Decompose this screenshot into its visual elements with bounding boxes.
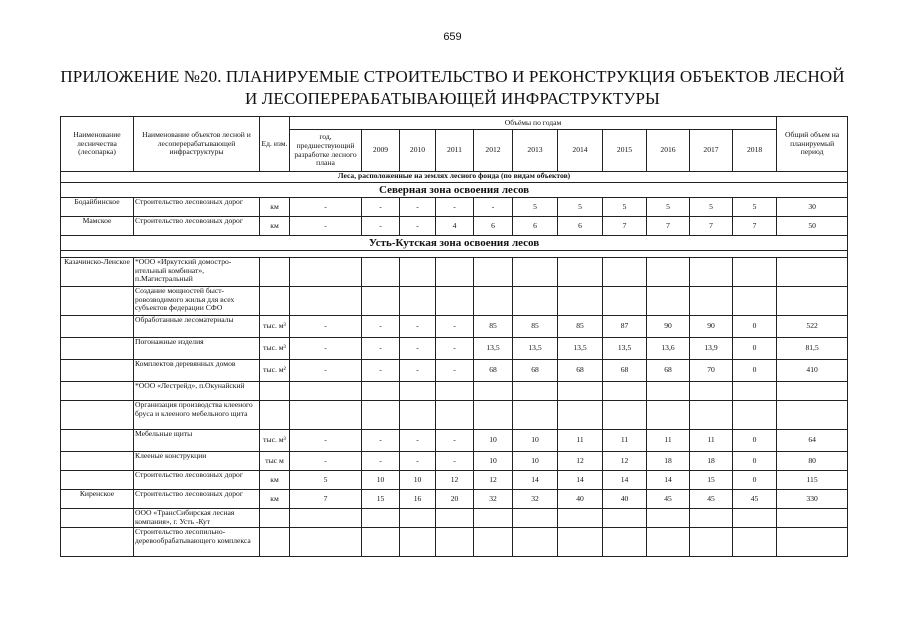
- table-row: [61, 471, 848, 490]
- forestry-cell: [61, 382, 134, 401]
- header-year: 2009: [362, 130, 400, 172]
- header-unit: Ед. изм.: [260, 117, 290, 172]
- forestry-cell: Бодайбинское: [61, 198, 134, 217]
- header-prev-year: год, предшествующий разработке лесного плана: [290, 130, 362, 172]
- value-cell: 13,5: [513, 338, 558, 360]
- total-cell: 80: [777, 452, 848, 471]
- value-cell: -: [400, 338, 436, 360]
- value-cell: -: [400, 452, 436, 471]
- value-cell: 0: [733, 316, 777, 338]
- value-cell: 10: [474, 452, 513, 471]
- value-cell: [474, 382, 513, 401]
- total-cell: 30: [777, 198, 848, 217]
- value-cell: -: [400, 217, 436, 236]
- value-cell: [513, 382, 558, 401]
- zone-title: Усть-Кутская зона освоения лесов: [61, 236, 848, 251]
- value-cell: 18: [690, 452, 733, 471]
- table-row: [61, 528, 848, 557]
- unit-cell: тыс. м²: [260, 360, 290, 382]
- value-cell: 11: [603, 430, 647, 452]
- value-cell: [362, 258, 400, 287]
- infrastructure-table: [60, 116, 848, 557]
- value-cell: 6: [558, 217, 603, 236]
- value-cell: 85: [513, 316, 558, 338]
- value-cell: 14: [603, 471, 647, 490]
- object-cell: Мебельные щиты: [134, 430, 260, 452]
- value-cell: 90: [690, 316, 733, 338]
- object-cell: Создание мощностей быст-ровозводимого жилья для всех субъектов федерации СФО: [134, 287, 260, 316]
- value-cell: -: [400, 316, 436, 338]
- header-year: 2014: [558, 130, 603, 172]
- value-cell: 5: [603, 198, 647, 217]
- header-year: 2010: [400, 130, 436, 172]
- table-row: [61, 509, 848, 528]
- value-cell: [362, 382, 400, 401]
- value-cell: [513, 509, 558, 528]
- object-cell: Строительство лесовозных дорог: [134, 471, 260, 490]
- value-cell: [290, 528, 362, 557]
- unit-cell: тыс. м³: [260, 316, 290, 338]
- value-cell: -: [362, 316, 400, 338]
- value-cell: 4: [436, 217, 474, 236]
- total-cell: [777, 509, 848, 528]
- header-year: 2011: [436, 130, 474, 172]
- table-row: [61, 382, 848, 401]
- value-cell: [690, 509, 733, 528]
- total-cell: 522: [777, 316, 848, 338]
- value-cell: -: [436, 338, 474, 360]
- value-cell: 13,5: [558, 338, 603, 360]
- value-cell: 10: [474, 430, 513, 452]
- value-cell: 70: [690, 360, 733, 382]
- value-cell: [513, 528, 558, 557]
- table-row: [61, 287, 848, 316]
- value-cell: -: [290, 316, 362, 338]
- page-number: 659: [443, 31, 462, 43]
- header-year: 2016: [647, 130, 690, 172]
- unit-cell: [260, 509, 290, 528]
- value-cell: 40: [603, 490, 647, 509]
- value-cell: -: [436, 360, 474, 382]
- value-cell: 32: [513, 490, 558, 509]
- value-cell: [733, 509, 777, 528]
- total-cell: [777, 258, 848, 287]
- value-cell: [647, 287, 690, 316]
- value-cell: -: [290, 452, 362, 471]
- unit-cell: тыс. м³: [260, 338, 290, 360]
- table-row: [61, 490, 848, 509]
- value-cell: [513, 287, 558, 316]
- value-cell: 12: [474, 471, 513, 490]
- value-cell: 68: [558, 360, 603, 382]
- value-cell: [290, 509, 362, 528]
- unit-cell: [260, 287, 290, 316]
- value-cell: 11: [558, 430, 603, 452]
- header-year: 2012: [474, 130, 513, 172]
- value-cell: [400, 382, 436, 401]
- header-year: 2018: [733, 130, 777, 172]
- value-cell: -: [400, 430, 436, 452]
- value-cell: [558, 287, 603, 316]
- value-cell: [558, 509, 603, 528]
- value-cell: [558, 258, 603, 287]
- value-cell: [362, 528, 400, 557]
- value-cell: 11: [690, 430, 733, 452]
- value-cell: -: [362, 217, 400, 236]
- value-cell: [690, 382, 733, 401]
- value-cell: 13,6: [647, 338, 690, 360]
- value-cell: 14: [558, 471, 603, 490]
- value-cell: 10: [362, 471, 400, 490]
- value-cell: 14: [513, 471, 558, 490]
- value-cell: -: [362, 198, 400, 217]
- value-cell: [436, 287, 474, 316]
- forestry-cell: [61, 430, 134, 452]
- value-cell: 15: [690, 471, 733, 490]
- page-title: [40, 66, 865, 110]
- value-cell: [603, 258, 647, 287]
- section-title: Леса, расположенные на землях лесного фонда (по видам объектов): [61, 172, 848, 183]
- object-cell: Строительство лесовозных дорог: [134, 217, 260, 236]
- value-cell: 32: [474, 490, 513, 509]
- value-cell: [647, 258, 690, 287]
- value-cell: 7: [290, 490, 362, 509]
- total-cell: 330: [777, 490, 848, 509]
- value-cell: 13,5: [474, 338, 513, 360]
- value-cell: 0: [733, 360, 777, 382]
- value-cell: [400, 509, 436, 528]
- value-cell: 10: [400, 471, 436, 490]
- forestry-cell: [61, 452, 134, 471]
- value-cell: [603, 528, 647, 557]
- value-cell: 16: [400, 490, 436, 509]
- value-cell: 45: [690, 490, 733, 509]
- value-cell: [290, 258, 362, 287]
- forestry-cell: [61, 401, 134, 430]
- table-row: [61, 316, 848, 338]
- header-total: Общий объем на планируемый период: [777, 117, 848, 172]
- object-cell: ООО «ТрансСибирская лесная компания», г. Усть -Кут: [134, 509, 260, 528]
- value-cell: 68: [647, 360, 690, 382]
- value-cell: [474, 287, 513, 316]
- value-cell: [290, 401, 362, 430]
- value-cell: [474, 258, 513, 287]
- value-cell: -: [436, 316, 474, 338]
- value-cell: 0: [733, 338, 777, 360]
- value-cell: -: [436, 430, 474, 452]
- value-cell: 10: [513, 452, 558, 471]
- value-cell: [647, 382, 690, 401]
- object-cell: Организация производства клееного бруса и клееного мебельного щита: [134, 401, 260, 430]
- value-cell: 11: [647, 430, 690, 452]
- value-cell: 85: [474, 316, 513, 338]
- unit-cell: [260, 528, 290, 557]
- value-cell: 0: [733, 471, 777, 490]
- forestry-cell: Казачинско-Ленское: [61, 258, 134, 287]
- table-row: [61, 360, 848, 382]
- value-cell: -: [362, 338, 400, 360]
- value-cell: 14: [647, 471, 690, 490]
- value-cell: -: [436, 452, 474, 471]
- value-cell: -: [362, 430, 400, 452]
- value-cell: 6: [513, 217, 558, 236]
- value-cell: -: [400, 360, 436, 382]
- table-row: [61, 430, 848, 452]
- value-cell: [733, 382, 777, 401]
- value-cell: [362, 287, 400, 316]
- object-cell: Погонажные изделия: [134, 338, 260, 360]
- table-row: [61, 452, 848, 471]
- value-cell: 13,9: [690, 338, 733, 360]
- value-cell: 13,5: [603, 338, 647, 360]
- value-cell: -: [436, 198, 474, 217]
- unit-cell: [260, 382, 290, 401]
- total-cell: [777, 401, 848, 430]
- value-cell: [733, 528, 777, 557]
- value-cell: -: [290, 198, 362, 217]
- value-cell: -: [474, 198, 513, 217]
- value-cell: 45: [733, 490, 777, 509]
- value-cell: [558, 382, 603, 401]
- object-cell: Строительство лесопильно-деревообрабатывающего комплекса: [134, 528, 260, 557]
- value-cell: [647, 401, 690, 430]
- value-cell: 7: [647, 217, 690, 236]
- value-cell: 7: [603, 217, 647, 236]
- value-cell: [436, 528, 474, 557]
- value-cell: -: [290, 338, 362, 360]
- value-cell: 5: [290, 471, 362, 490]
- value-cell: [690, 258, 733, 287]
- value-cell: 6: [474, 217, 513, 236]
- value-cell: 90: [647, 316, 690, 338]
- value-cell: [603, 287, 647, 316]
- unit-cell: км: [260, 217, 290, 236]
- total-cell: [777, 528, 848, 557]
- value-cell: 68: [513, 360, 558, 382]
- object-cell: *ООО «Иркутский домостро-ительный комбинат», п.Магистральный: [134, 258, 260, 287]
- forestry-cell: Киренское: [61, 490, 134, 509]
- object-cell: Строительство лесовозных дорог: [134, 490, 260, 509]
- forestry-cell: [61, 360, 134, 382]
- value-cell: [436, 258, 474, 287]
- value-cell: 87: [603, 316, 647, 338]
- unit-cell: тыс. м³: [260, 430, 290, 452]
- value-cell: 85: [558, 316, 603, 338]
- object-cell: Строительство лесовозных дорог: [134, 198, 260, 217]
- forestry-cell: Мамское: [61, 217, 134, 236]
- value-cell: 15: [362, 490, 400, 509]
- value-cell: [400, 287, 436, 316]
- value-cell: 5: [513, 198, 558, 217]
- value-cell: -: [362, 452, 400, 471]
- value-cell: -: [290, 360, 362, 382]
- unit-cell: [260, 401, 290, 430]
- zone-title: Северная зона освоения лесов: [61, 183, 848, 198]
- value-cell: [647, 528, 690, 557]
- value-cell: [400, 258, 436, 287]
- title-line-2: И ЛЕСОПЕРЕРАБАТЫВАЮЩЕЙ ИНФРАСТРУКТУРЫ: [245, 89, 660, 108]
- total-cell: 115: [777, 471, 848, 490]
- value-cell: [436, 509, 474, 528]
- value-cell: 12: [436, 471, 474, 490]
- value-cell: 7: [733, 217, 777, 236]
- value-cell: [474, 509, 513, 528]
- value-cell: 12: [558, 452, 603, 471]
- value-cell: [290, 287, 362, 316]
- value-cell: 0: [733, 430, 777, 452]
- value-cell: [436, 401, 474, 430]
- value-cell: [558, 528, 603, 557]
- title-line-1: ПРИЛОЖЕНИЕ №20. ПЛАНИРУЕМЫЕ СТРОИТЕЛЬСТВО И РЕКОНСТРУКЦИЯ ОБЪЕКТОВ ЛЕСНОЙ: [60, 67, 845, 86]
- value-cell: [400, 528, 436, 557]
- forestry-cell: [61, 338, 134, 360]
- unit-cell: [260, 258, 290, 287]
- value-cell: 5: [558, 198, 603, 217]
- value-cell: 20: [436, 490, 474, 509]
- value-cell: 5: [647, 198, 690, 217]
- forestry-cell: [61, 471, 134, 490]
- value-cell: -: [290, 217, 362, 236]
- unit-cell: км: [260, 471, 290, 490]
- table-row: [61, 217, 848, 236]
- value-cell: [290, 382, 362, 401]
- value-cell: [603, 401, 647, 430]
- header-year: 2015: [603, 130, 647, 172]
- object-cell: Обработанные лесоматериалы: [134, 316, 260, 338]
- value-cell: -: [362, 360, 400, 382]
- table-row: [61, 198, 848, 217]
- value-cell: [474, 401, 513, 430]
- table-row: [61, 401, 848, 430]
- value-cell: [603, 382, 647, 401]
- value-cell: [362, 401, 400, 430]
- value-cell: [513, 258, 558, 287]
- object-cell: Клееные конструкции: [134, 452, 260, 471]
- object-cell: *ООО «Лестрейд», п.Окунайский: [134, 382, 260, 401]
- forestry-cell: [61, 287, 134, 316]
- value-cell: 40: [558, 490, 603, 509]
- value-cell: 68: [603, 360, 647, 382]
- value-cell: 45: [647, 490, 690, 509]
- unit-cell: км: [260, 198, 290, 217]
- value-cell: [603, 509, 647, 528]
- total-cell: [777, 287, 848, 316]
- value-cell: [647, 509, 690, 528]
- value-cell: 0: [733, 452, 777, 471]
- total-cell: 410: [777, 360, 848, 382]
- value-cell: [690, 401, 733, 430]
- value-cell: [690, 528, 733, 557]
- value-cell: 68: [474, 360, 513, 382]
- header-year: 2013: [513, 130, 558, 172]
- object-cell: Комплектов деревянных домов: [134, 360, 260, 382]
- value-cell: [690, 287, 733, 316]
- unit-cell: км: [260, 490, 290, 509]
- value-cell: [436, 382, 474, 401]
- forestry-cell: [61, 528, 134, 557]
- table-row: [61, 258, 848, 287]
- value-cell: [558, 401, 603, 430]
- value-cell: [733, 401, 777, 430]
- forestry-cell: [61, 509, 134, 528]
- value-cell: -: [400, 198, 436, 217]
- value-cell: [362, 509, 400, 528]
- value-cell: 5: [733, 198, 777, 217]
- total-cell: 64: [777, 430, 848, 452]
- header-volumes: Объёмы по годам: [290, 117, 777, 130]
- header-object: Наименование объектов лесной и лесоперерабатывающей инфраструктуры: [134, 117, 260, 172]
- total-cell: [777, 382, 848, 401]
- value-cell: 10: [513, 430, 558, 452]
- table-row: [61, 338, 848, 360]
- total-cell: 50: [777, 217, 848, 236]
- spacer-row: [61, 251, 848, 258]
- value-cell: 18: [647, 452, 690, 471]
- value-cell: [474, 528, 513, 557]
- value-cell: [513, 401, 558, 430]
- unit-cell: тыс м: [260, 452, 290, 471]
- value-cell: [400, 401, 436, 430]
- value-cell: [733, 258, 777, 287]
- total-cell: 81,5: [777, 338, 848, 360]
- value-cell: -: [290, 430, 362, 452]
- header-year: 2017: [690, 130, 733, 172]
- value-cell: 7: [690, 217, 733, 236]
- forestry-cell: [61, 316, 134, 338]
- value-cell: 5: [690, 198, 733, 217]
- header-forestry: Наименование лесничества (лесопарка): [61, 117, 134, 172]
- value-cell: [733, 287, 777, 316]
- value-cell: 12: [603, 452, 647, 471]
